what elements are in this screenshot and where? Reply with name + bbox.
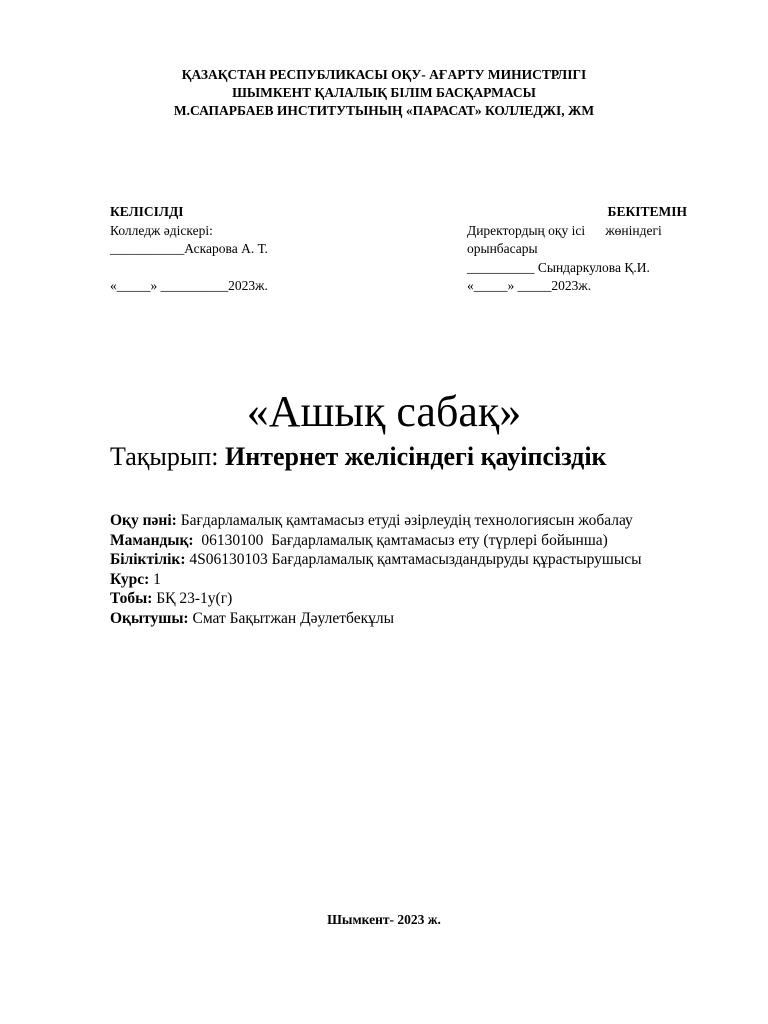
approved-role-line2: орынбасары: [467, 241, 538, 256]
specialty-label: Мамандық:: [110, 531, 194, 549]
lesson-info: [110, 511, 750, 629]
agreed-signature: ___________Аскарова А. Т.: [110, 241, 268, 256]
approved-role-line1: Директордың оқу ісі жөніндегі: [467, 222, 662, 238]
institution-header: [0, 66, 768, 120]
agreed-heading: КЕЛІСІЛДІ: [110, 204, 184, 219]
approved-signature: __________ Сындаркулова Қ.И.: [467, 259, 650, 275]
specialty-row: [110, 531, 750, 551]
specialty-value: 06130100 Бағдарламалық қамтамасыз ету (түрлері бойынша): [193, 531, 608, 549]
agreed-date: «_____» __________2023ж.: [110, 278, 268, 293]
teacher-row: [110, 609, 750, 629]
qualification-row: [110, 550, 750, 570]
approved-date: «_____» _____2023ж.: [467, 278, 592, 293]
qualification-label: Біліктілік:: [110, 551, 186, 569]
topic-line: [110, 440, 750, 474]
course-label: Курс:: [110, 570, 150, 588]
agreed-column: [110, 203, 430, 296]
subject-label: Оқу пәні:: [110, 512, 177, 529]
teacher-label: Оқытушы:: [110, 609, 189, 627]
qualification-value: 4S06130103 Бағдарламалық қамтамасыздандыруды құрастырушысы: [185, 551, 642, 569]
city-department-line: ШЫМКЕНТ ҚАЛАЛЫҚ БІЛІМ БАСҚАРМАСЫ: [232, 85, 536, 100]
subject-row: [110, 511, 750, 531]
ministry-line: ҚАЗАҚСТАН РЕСПУБЛИКАСЫ ОҚУ- АҒАРТУ МИНИСТРЛІГІ: [181, 67, 587, 82]
course-value: 1: [149, 570, 161, 588]
course-row: [110, 570, 750, 590]
place-year-footer: Шымкент- 2023 ж.: [327, 912, 441, 927]
approved-heading: БЕКІТЕМІН: [607, 204, 687, 219]
teacher-value: Смат Бақытжан Дәулетбекұлы: [188, 609, 394, 627]
college-line: М.САПАРБАЕВ ИНСТИТУТЫНЫҢ «ПАРАСАТ» КОЛЛЕДЖІ, ЖМ: [173, 103, 595, 118]
topic-value: Интернет желісіндегі қауіпсіздік: [224, 442, 607, 471]
group-value: БҚ 23-1у(г): [152, 590, 233, 608]
document-title: «Ашық сабақ»: [246, 387, 522, 436]
approved-column: [467, 203, 707, 296]
group-label: Тобы:: [110, 590, 153, 608]
agreed-role: Колледж әдіскері:: [110, 222, 213, 238]
subject-value: Бағдарламалық қамтамасыз етуді әзірлеудің технологиясын жобалау: [176, 512, 633, 529]
topic-label: Тақырып:: [110, 442, 225, 471]
group-row: [110, 589, 750, 609]
